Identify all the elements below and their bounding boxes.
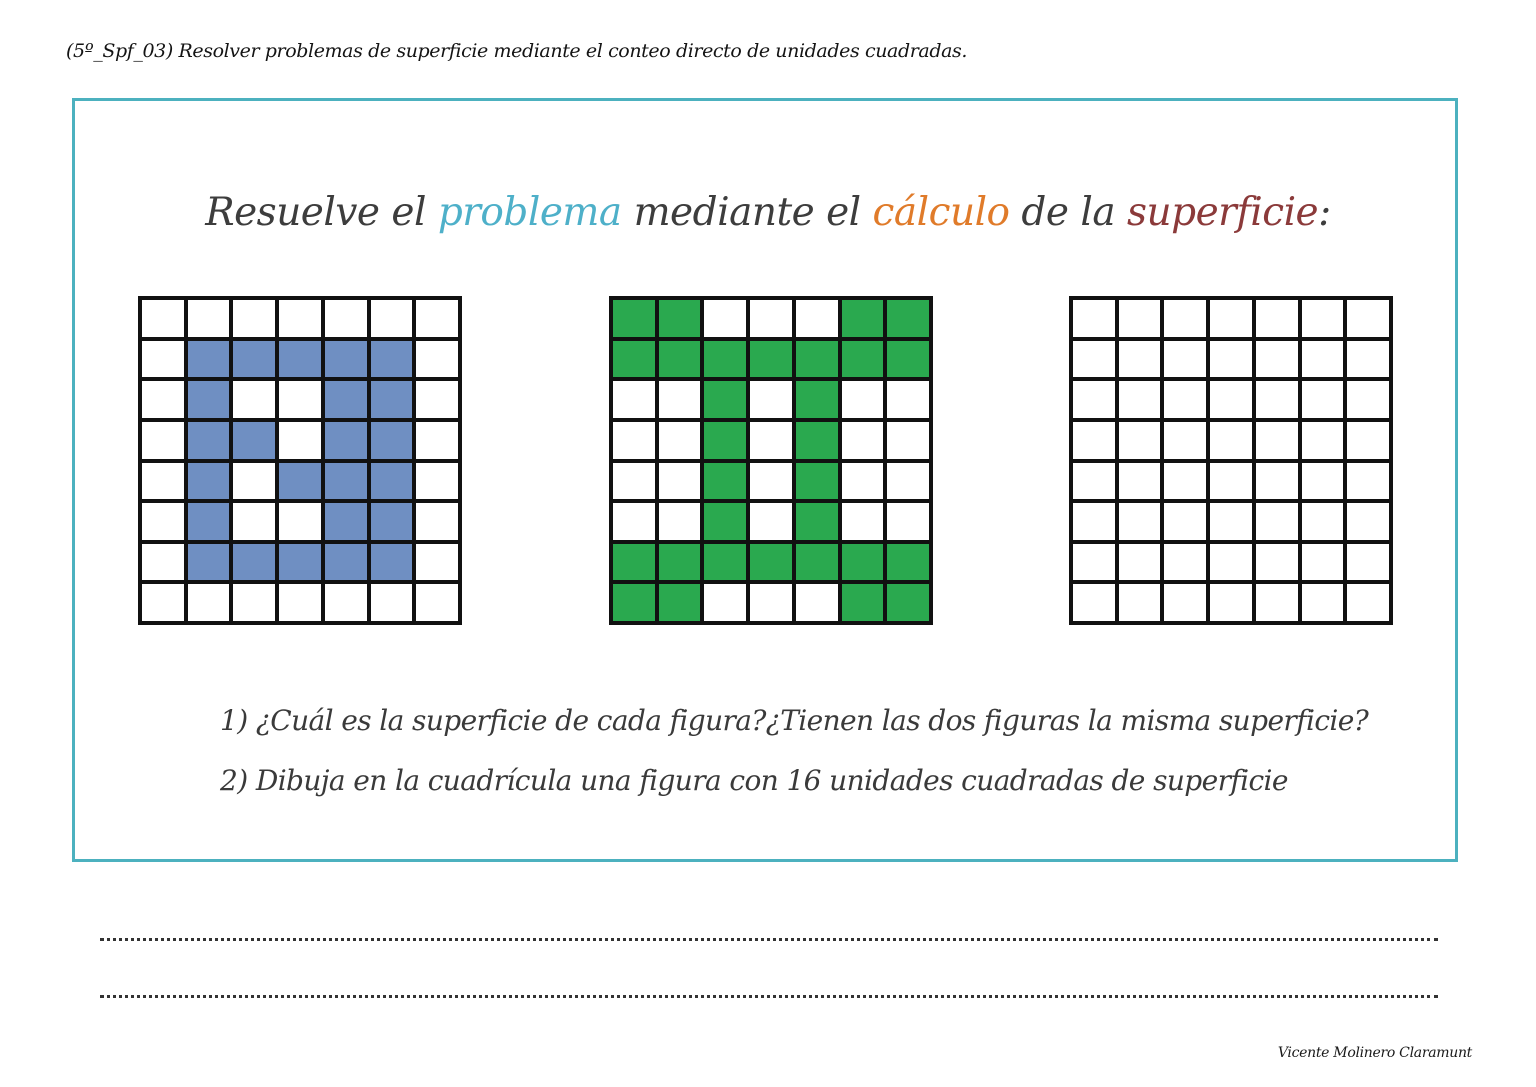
- filled-square-unit: [277, 461, 323, 502]
- empty-square-unit[interactable]: [1300, 420, 1346, 461]
- title-word-superficie: superficie: [1127, 190, 1319, 235]
- empty-square-unit[interactable]: [1071, 461, 1117, 502]
- empty-square-unit: [611, 379, 657, 420]
- empty-square-unit: [840, 379, 886, 420]
- answer-line-2[interactable]: [100, 995, 1438, 998]
- empty-square-unit[interactable]: [1300, 542, 1346, 583]
- empty-square-unit: [186, 582, 232, 623]
- empty-square-unit[interactable]: [1300, 339, 1346, 380]
- empty-square-unit[interactable]: [1071, 379, 1117, 420]
- empty-square-unit[interactable]: [1208, 420, 1254, 461]
- empty-square-unit: [885, 501, 931, 542]
- filled-square-unit: [840, 582, 886, 623]
- filled-square-unit: [657, 298, 703, 339]
- filled-square-unit: [657, 339, 703, 380]
- filled-square-unit: [323, 379, 369, 420]
- empty-square-unit: [702, 582, 748, 623]
- title-colon: :: [1318, 190, 1331, 235]
- empty-square-unit[interactable]: [1117, 501, 1163, 542]
- objective-header: (5º_Spf_03) Resolver problemas de superficie mediante el conteo directo de unidades cuadradas.: [66, 40, 968, 62]
- empty-square-unit: [277, 379, 323, 420]
- filled-square-unit: [885, 298, 931, 339]
- empty-square-unit: [657, 461, 703, 502]
- filled-square-unit: [702, 420, 748, 461]
- empty-square-unit: [414, 542, 460, 583]
- empty-square-unit: [794, 298, 840, 339]
- empty-square-unit: [840, 501, 886, 542]
- filled-square-unit: [186, 379, 232, 420]
- empty-square-unit: [369, 582, 415, 623]
- filled-square-unit: [231, 339, 277, 380]
- filled-square-unit: [323, 420, 369, 461]
- empty-square-unit[interactable]: [1345, 501, 1391, 542]
- empty-square-unit: [748, 501, 794, 542]
- empty-square-unit[interactable]: [1208, 379, 1254, 420]
- empty-square-unit: [414, 339, 460, 380]
- empty-square-unit[interactable]: [1117, 582, 1163, 623]
- drawing-grid[interactable]: [1069, 296, 1393, 625]
- empty-square-unit[interactable]: [1345, 542, 1391, 583]
- filled-square-unit: [794, 339, 840, 380]
- filled-square-unit: [369, 379, 415, 420]
- empty-square-unit[interactable]: [1300, 501, 1346, 542]
- empty-square-unit[interactable]: [1162, 582, 1208, 623]
- empty-square-unit[interactable]: [1162, 461, 1208, 502]
- empty-square-unit[interactable]: [1071, 298, 1117, 339]
- filled-square-unit: [794, 501, 840, 542]
- empty-square-unit: [277, 582, 323, 623]
- filled-square-unit: [231, 420, 277, 461]
- question-2: 2) Dibuja en la cuadrícula una figura con 16 unidades cuadradas de superficie: [220, 764, 1288, 797]
- empty-square-unit: [885, 420, 931, 461]
- empty-square-unit: [748, 379, 794, 420]
- question-1: 1) ¿Cuál es la superficie de cada figura?¿Tienen las dos figuras la misma superficie?: [220, 704, 1369, 737]
- empty-square-unit: [414, 501, 460, 542]
- empty-square-unit: [414, 298, 460, 339]
- empty-square-unit[interactable]: [1208, 542, 1254, 583]
- filled-square-unit: [840, 298, 886, 339]
- empty-square-unit: [748, 298, 794, 339]
- empty-square-unit: [323, 298, 369, 339]
- filled-square-unit: [748, 339, 794, 380]
- empty-square-unit: [231, 298, 277, 339]
- filled-square-unit: [369, 501, 415, 542]
- empty-square-unit: [794, 582, 840, 623]
- filled-square-unit: [885, 339, 931, 380]
- empty-square-unit[interactable]: [1208, 298, 1254, 339]
- empty-square-unit[interactable]: [1117, 379, 1163, 420]
- empty-square-unit[interactable]: [1208, 339, 1254, 380]
- empty-square-unit[interactable]: [1162, 420, 1208, 461]
- empty-square-unit[interactable]: [1254, 582, 1300, 623]
- filled-square-unit: [231, 542, 277, 583]
- empty-square-unit: [140, 582, 186, 623]
- empty-square-unit[interactable]: [1162, 501, 1208, 542]
- filled-square-unit: [611, 582, 657, 623]
- filled-square-unit: [794, 461, 840, 502]
- empty-square-unit[interactable]: [1300, 461, 1346, 502]
- empty-square-unit[interactable]: [1117, 339, 1163, 380]
- empty-square-unit[interactable]: [1254, 542, 1300, 583]
- empty-square-unit[interactable]: [1345, 582, 1391, 623]
- empty-square-unit: [611, 501, 657, 542]
- filled-square-unit: [794, 542, 840, 583]
- empty-square-unit[interactable]: [1117, 420, 1163, 461]
- filled-square-unit: [702, 339, 748, 380]
- empty-square-unit: [140, 379, 186, 420]
- title-part-5: de la: [1009, 190, 1127, 235]
- filled-square-unit: [369, 420, 415, 461]
- empty-square-unit: [657, 379, 703, 420]
- filled-square-unit: [794, 420, 840, 461]
- empty-square-unit: [748, 461, 794, 502]
- filled-square-unit: [186, 542, 232, 583]
- empty-square-unit[interactable]: [1345, 298, 1391, 339]
- empty-square-unit[interactable]: [1208, 461, 1254, 502]
- empty-square-unit: [323, 582, 369, 623]
- empty-square-unit: [140, 298, 186, 339]
- empty-square-unit[interactable]: [1254, 501, 1300, 542]
- empty-square-unit[interactable]: [1162, 379, 1208, 420]
- empty-square-unit[interactable]: [1071, 542, 1117, 583]
- figure-a-grid: [138, 296, 462, 625]
- empty-square-unit[interactable]: [1071, 582, 1117, 623]
- filled-square-unit: [702, 461, 748, 502]
- empty-square-unit[interactable]: [1254, 461, 1300, 502]
- empty-square-unit[interactable]: [1208, 501, 1254, 542]
- empty-square-unit: [840, 420, 886, 461]
- filled-square-unit: [323, 339, 369, 380]
- empty-square-unit[interactable]: [1162, 298, 1208, 339]
- empty-square-unit[interactable]: [1071, 420, 1117, 461]
- empty-square-unit: [277, 420, 323, 461]
- empty-square-unit: [840, 461, 886, 502]
- empty-square-unit[interactable]: [1208, 582, 1254, 623]
- filled-square-unit: [794, 379, 840, 420]
- empty-square-unit: [140, 542, 186, 583]
- answer-line-1[interactable]: [100, 938, 1438, 941]
- filled-square-unit: [702, 379, 748, 420]
- filled-square-unit: [840, 542, 886, 583]
- filled-square-unit: [369, 339, 415, 380]
- empty-square-unit: [231, 461, 277, 502]
- empty-square-unit: [702, 298, 748, 339]
- title-word-problema: problema: [437, 190, 622, 235]
- filled-square-unit: [186, 461, 232, 502]
- filled-square-unit: [186, 339, 232, 380]
- filled-square-unit: [885, 542, 931, 583]
- empty-square-unit: [414, 582, 460, 623]
- empty-square-unit[interactable]: [1254, 339, 1300, 380]
- title-word-calculo: cálculo: [872, 190, 1010, 235]
- filled-square-unit: [611, 339, 657, 380]
- empty-square-unit[interactable]: [1254, 379, 1300, 420]
- empty-square-unit: [369, 298, 415, 339]
- filled-square-unit: [277, 339, 323, 380]
- filled-square-unit: [657, 542, 703, 583]
- empty-square-unit: [231, 582, 277, 623]
- empty-square-unit: [748, 420, 794, 461]
- empty-square-unit: [140, 339, 186, 380]
- empty-square-unit[interactable]: [1345, 339, 1391, 380]
- empty-square-unit: [414, 379, 460, 420]
- empty-square-unit: [611, 420, 657, 461]
- empty-square-unit[interactable]: [1300, 379, 1346, 420]
- empty-square-unit[interactable]: [1254, 420, 1300, 461]
- empty-square-unit[interactable]: [1117, 542, 1163, 583]
- title-part-3: mediante el: [621, 190, 873, 235]
- empty-square-unit[interactable]: [1345, 379, 1391, 420]
- empty-square-unit: [231, 379, 277, 420]
- worksheet-title: [0, 190, 1536, 235]
- filled-square-unit: [186, 420, 232, 461]
- filled-square-unit: [702, 542, 748, 583]
- empty-square-unit[interactable]: [1345, 461, 1391, 502]
- filled-square-unit: [611, 298, 657, 339]
- empty-square-unit: [885, 461, 931, 502]
- empty-square-unit: [277, 501, 323, 542]
- empty-square-unit[interactable]: [1345, 420, 1391, 461]
- empty-square-unit[interactable]: [1162, 542, 1208, 583]
- filled-square-unit: [885, 582, 931, 623]
- empty-square-unit: [186, 298, 232, 339]
- filled-square-unit: [323, 542, 369, 583]
- empty-square-unit: [231, 501, 277, 542]
- filled-square-unit: [323, 461, 369, 502]
- empty-square-unit: [611, 461, 657, 502]
- filled-square-unit: [369, 542, 415, 583]
- filled-square-unit: [702, 501, 748, 542]
- empty-square-unit: [885, 379, 931, 420]
- filled-square-unit: [186, 501, 232, 542]
- filled-square-unit: [323, 501, 369, 542]
- empty-square-unit[interactable]: [1071, 339, 1117, 380]
- empty-square-unit: [414, 461, 460, 502]
- empty-square-unit: [140, 420, 186, 461]
- filled-square-unit: [840, 339, 886, 380]
- filled-square-unit: [748, 542, 794, 583]
- empty-square-unit: [140, 461, 186, 502]
- filled-square-unit: [657, 582, 703, 623]
- empty-square-unit[interactable]: [1117, 461, 1163, 502]
- empty-square-unit: [414, 420, 460, 461]
- empty-square-unit[interactable]: [1300, 582, 1346, 623]
- filled-square-unit: [611, 542, 657, 583]
- title-part-1: Resuelve el: [205, 190, 438, 235]
- empty-square-unit[interactable]: [1162, 339, 1208, 380]
- empty-square-unit: [657, 420, 703, 461]
- author-signature: Vicente Molinero Claramunt: [1277, 1045, 1472, 1061]
- figure-b-grid: [609, 296, 933, 625]
- empty-square-unit: [140, 501, 186, 542]
- empty-square-unit: [748, 582, 794, 623]
- empty-square-unit: [657, 501, 703, 542]
- empty-square-unit[interactable]: [1300, 298, 1346, 339]
- empty-square-unit[interactable]: [1117, 298, 1163, 339]
- empty-square-unit[interactable]: [1071, 501, 1117, 542]
- empty-square-unit: [277, 298, 323, 339]
- filled-square-unit: [277, 542, 323, 583]
- filled-square-unit: [369, 461, 415, 502]
- empty-square-unit[interactable]: [1254, 298, 1300, 339]
